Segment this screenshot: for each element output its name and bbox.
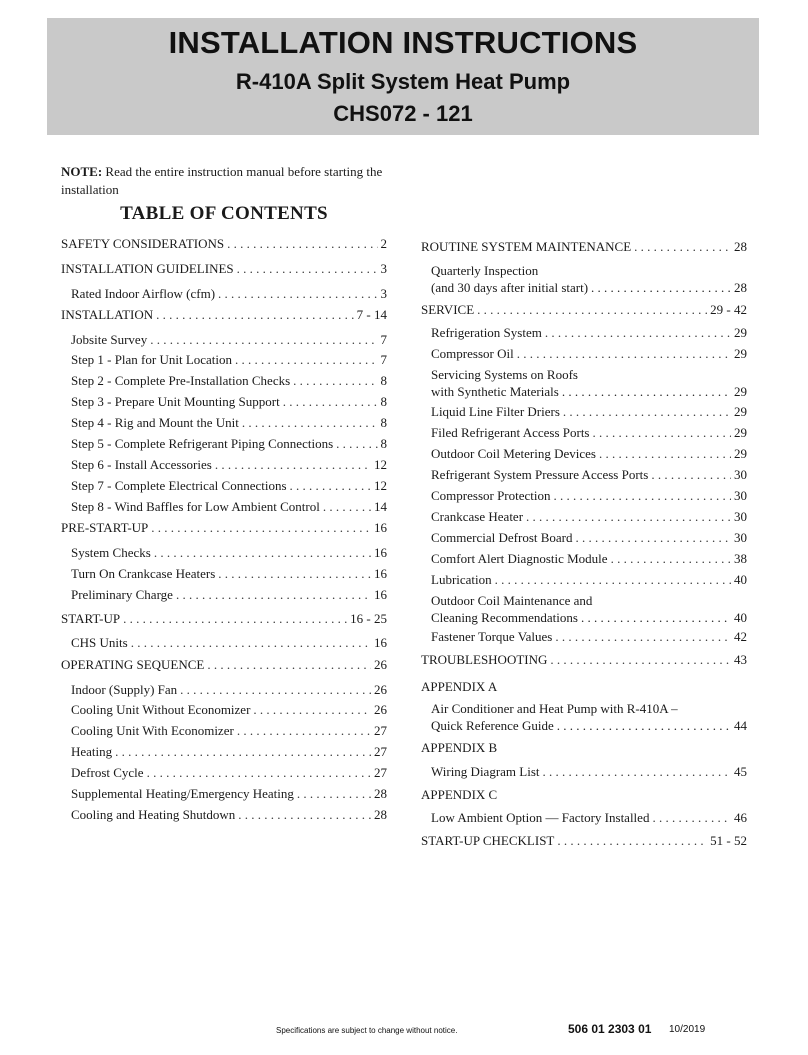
- toc-subentry[interactable]: Step 8 - Wind Baffles for Low Ambient Control . . . 14: [71, 498, 387, 515]
- toc-subentry[interactable]: Commercial Defrost Board . . . 30: [431, 529, 747, 546]
- toc-entry[interactable]: TROUBLESHOOTING . . . 43: [421, 651, 747, 668]
- toc-subentry[interactable]: Preliminary Charge . . . 16: [71, 586, 387, 603]
- toc-subentry[interactable]: Rated Indoor Airflow (cfm) . . . 3: [71, 285, 387, 302]
- toc-subentry[interactable]: Fastener Torque Values . . . 42: [431, 628, 747, 645]
- toc-entry[interactable]: INSTALLATION . . . 7 - 14: [61, 306, 387, 323]
- toc-subentry[interactable]: Step 2 - Complete Pre-Installation Checks . . . 8: [71, 372, 387, 389]
- toc-entry[interactable]: OPERATING SEQUENCE . . . 26: [61, 656, 387, 673]
- toc-subentry[interactable]: Quarterly Inspection (and 30 days after initial start) . . . 28: [431, 262, 747, 296]
- toc-subentry[interactable]: Outdoor Coil Metering Devices . . . 29: [431, 445, 747, 462]
- document-title: INSTALLATION INSTRUCTIONS: [168, 25, 638, 60]
- toc-subentry[interactable]: Defrost Cycle . . . 27: [71, 764, 387, 781]
- toc-subentry[interactable]: Supplemental Heating/Emergency Heating . . . 28: [71, 785, 387, 802]
- toc-subentry[interactable]: Indoor (Supply) Fan . . . 26: [71, 681, 387, 698]
- document-date: 10/2019: [669, 1024, 706, 1035]
- toc-title: TABLE OF CONTENTS: [120, 203, 328, 224]
- toc-entry[interactable]: ROUTINE SYSTEM MAINTENANCE . . . 28: [421, 238, 747, 255]
- toc-subentry[interactable]: Cooling Unit With Economizer . . . 27: [71, 722, 387, 739]
- toc-subentry[interactable]: Filed Refrigerant Access Ports . . . 29: [431, 424, 747, 441]
- toc-subentry[interactable]: Jobsite Survey . . . 7: [71, 331, 387, 348]
- toc-subentry[interactable]: Crankcase Heater . . . 30: [431, 508, 747, 525]
- toc-entry[interactable]: INSTALLATION GUIDELINES . . . 3: [61, 260, 387, 277]
- toc-subentry[interactable]: Lubrication . . . 40: [431, 571, 747, 588]
- note-text: Read the entire instruction manual before starting the installation: [61, 164, 383, 197]
- toc-subentry[interactable]: Wiring Diagram List . . . 45: [431, 763, 747, 780]
- toc-subentry[interactable]: Liquid Line Filter Driers . . . 29: [431, 403, 747, 420]
- toc-subentry[interactable]: Heating . . . 27: [71, 743, 387, 760]
- toc-subentry[interactable]: Outdoor Coil Maintenance and Cleaning Recommendations . . . 40: [431, 592, 747, 626]
- toc-subentry[interactable]: Step 3 - Prepare Unit Mounting Support . . . 8: [71, 393, 387, 410]
- footer-disclaimer: Specifications are subject to change without notice.: [276, 1026, 458, 1035]
- toc-subentry[interactable]: Compressor Protection . . . 30: [431, 487, 747, 504]
- note: [61, 163, 393, 199]
- toc-subentry[interactable]: Step 7 - Complete Electrical Connections . . . 12: [71, 477, 387, 494]
- toc-subentry[interactable]: Low Ambient Option — Factory Installed . . . 46: [431, 809, 747, 826]
- toc-subentry[interactable]: Compressor Oil . . . 29: [431, 345, 747, 362]
- toc-subentry[interactable]: Step 4 - Rig and Mount the Unit . . . 8: [71, 414, 387, 431]
- toc-entry[interactable]: START-UP CHECKLIST . . . 51 - 52: [421, 832, 747, 849]
- toc-subentry[interactable]: Step 5 - Complete Refrigerant Piping Connections . . . 8: [71, 435, 387, 452]
- appendix-b-heading[interactable]: APPENDIX B: [421, 740, 498, 755]
- toc-subentry[interactable]: Turn On Crankcase Heaters . . . 16: [71, 565, 387, 582]
- toc-subentry[interactable]: Cooling and Heating Shutdown . . . 28: [71, 806, 387, 823]
- toc-entry[interactable]: PRE-START-UP . . . 16: [61, 519, 387, 536]
- toc-subentry[interactable]: Air Conditioner and Heat Pump with R-410A – Quick Reference Guide . . . 44: [431, 700, 747, 734]
- toc-subentry[interactable]: Step 6 - Install Accessories . . . 12: [71, 456, 387, 473]
- toc-entry[interactable]: SERVICE . . . 29 - 42: [421, 301, 747, 318]
- model-range: CHS072 - 121: [333, 101, 473, 126]
- appendix-a-heading[interactable]: APPENDIX A: [421, 679, 498, 694]
- toc-subentry[interactable]: Cooling Unit Without Economizer . . . 26: [71, 701, 387, 718]
- toc-subentry[interactable]: CHS Units . . . 16: [71, 634, 387, 651]
- title-banner: [47, 18, 759, 135]
- toc-subentry[interactable]: Comfort Alert Diagnostic Module . . . 38: [431, 550, 747, 567]
- document-code: 506 01 2303 01: [568, 1022, 652, 1036]
- toc-entry[interactable]: SAFETY CONSIDERATIONS . . . 2: [61, 235, 387, 252]
- note-label: NOTE:: [61, 164, 103, 179]
- appendix-c-heading[interactable]: APPENDIX C: [421, 787, 498, 802]
- toc-subentry[interactable]: Step 1 - Plan for Unit Location . . . 7: [71, 351, 387, 368]
- document-subtitle: R-410A Split System Heat Pump: [235, 69, 571, 94]
- toc-subentry[interactable]: Servicing Systems on Roofs with Synthetic Materials . . . 29: [431, 366, 747, 400]
- toc-subentry[interactable]: Refrigeration System . . . 29: [431, 324, 747, 341]
- toc-entry[interactable]: START-UP . . . 16 - 25: [61, 610, 387, 627]
- toc-subentry[interactable]: Refrigerant System Pressure Access Ports . . . 30: [431, 466, 747, 483]
- toc-subentry[interactable]: System Checks . . . 16: [71, 544, 387, 561]
